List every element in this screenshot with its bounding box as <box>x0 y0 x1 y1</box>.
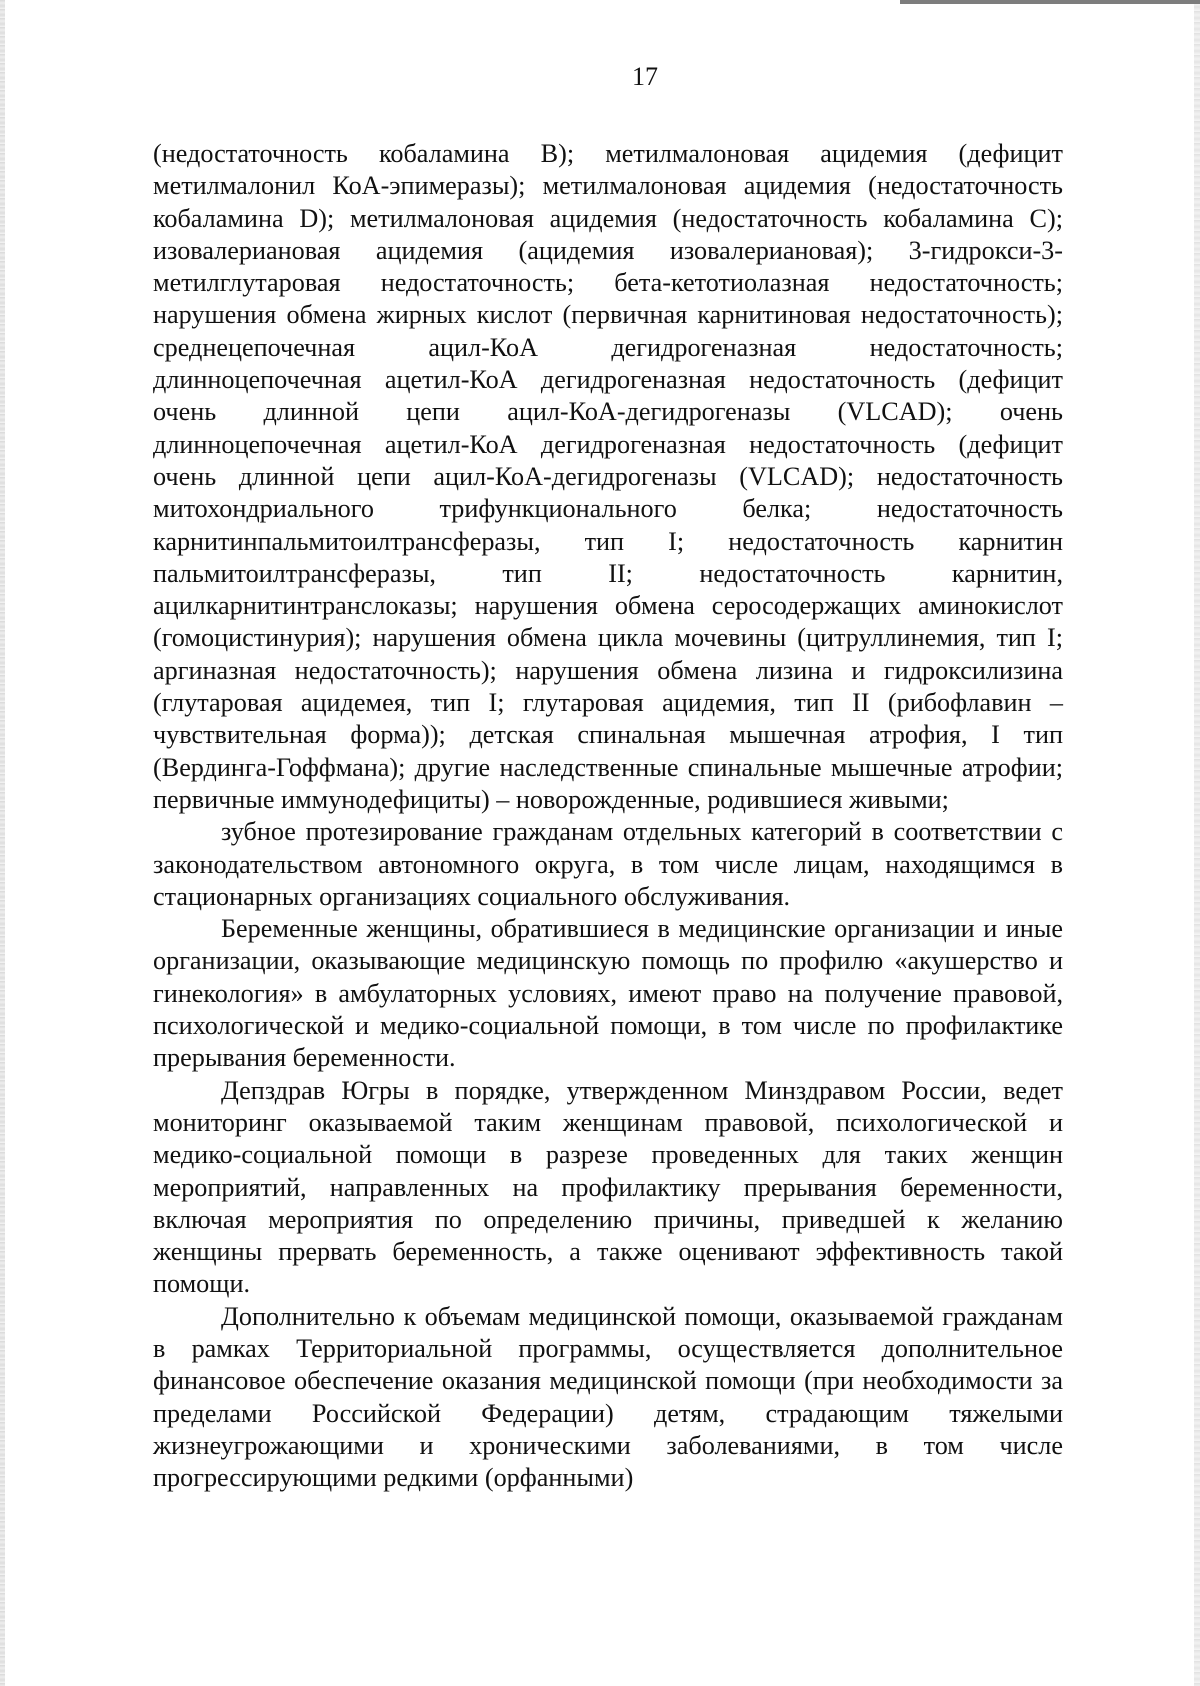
paragraph-disease-list: (недостаточность кобаламина B); метилмалоновая ацидемия (дефицит метилмалонил КоА-эпимеразы); метилмалоновая ацидемия (недостаточность кобаламина D); метилмалоновая ацидемия (недостаточность кобаламина C); изовалериановая ацидемия (ацидемия изовалериановая); 3-гидрокси-3-метилглутаровая недостаточность; бета-кетотиолазная недостаточность; нарушения обмена жирных кислот (первичная карнитиновая недостаточность); среднецепочечная ацил-КоА дегидрогеназная недостаточность; длинноцепочечная ацетил-КоА дегидрогеназная недостаточность (дефицит очень длинной цепи ацил-КоА-дегидрогеназы (VLCAD); очень длинноцепочечная ацетил-КоА дегидрогеназная недостаточность (дефицит очень длинной цепи ацил-КоА-дегидрогеназы (VLCAD); недостаточность митохондриального трифункционального белка; недостаточность карнитинпальмитоилтрансферазы, тип I; недостаточность карнитин пальмитоилтрансферазы, тип II; недостаточность карнитин, ацилкарнитинтранслоказы; нарушения обмена серосодержащих аминокислот (гомоцистинурия); нарушения обмена цикла мочевины (цитруллинемия, тип I; аргиназная недостаточность); нарушения обмена лизина и гидроксилизина (глутаровая ацидемея, тип I; глутаровая ацидемия, тип II (рибофлавин – чувствительная форма)); детская спинальная мышечная атрофия, I тип (Вердинга-Гоффмана); другие наследственные спинальные мышечные атрофии; первичные иммунодефициты) – новорожденные, родившиеся живыми; <box>153 139 1063 814</box>
scan-edge-right <box>1194 0 1200 1686</box>
paragraph-pregnant-women: Беременные женщины, обратившиеся в медицинские организации и иные организации, оказывающие медицинскую помощь по профилю «акушерство и гинекология» в амбулаторных условиях, имеют право на получение правовой, психологической и медико-социальной помощи, в том числе по профилактике прерывания беременности. <box>153 914 1063 1073</box>
scan-edge-left <box>0 0 5 1686</box>
scan-top-edge <box>900 0 1200 4</box>
document-body <box>153 138 1063 1494</box>
paragraph-additional-financing: Дополнительно к объемам медицинской помощи, оказываемой гражданам в рамках Территориальной программы, осуществляется дополнительное финансовое обеспечение оказания медицинской помощи (при необходимости за пределами Российской Федерации) детям, страдающим тяжелыми жизнеугрожающими и хроническими заболеваниями, в том числе прогрессирующими редкими (орфанными) <box>153 1301 1063 1493</box>
paragraph-monitoring: Депздрав Югры в порядке, утвержденном Минздравом России, ведет мониторинг оказываемой таким женщинам правовой, психологической и медико-социальной помощи в разрезе проведенных для таких женщин мероприятий, направленных на профилактику прерывания беременности, включая мероприятия по определению причины, приведшей к желанию женщины прервать беременность, а также оценивают эффективность такой помощи. <box>153 1075 1063 1299</box>
page-number: 17 <box>632 62 658 91</box>
paragraph-dental-prosthetics: зубное протезирование гражданам отдельных категорий в соответствии с законодательством автономного округа, в том числе лицам, находящимся в стационарных организациях социального обслуживания. <box>153 817 1063 911</box>
